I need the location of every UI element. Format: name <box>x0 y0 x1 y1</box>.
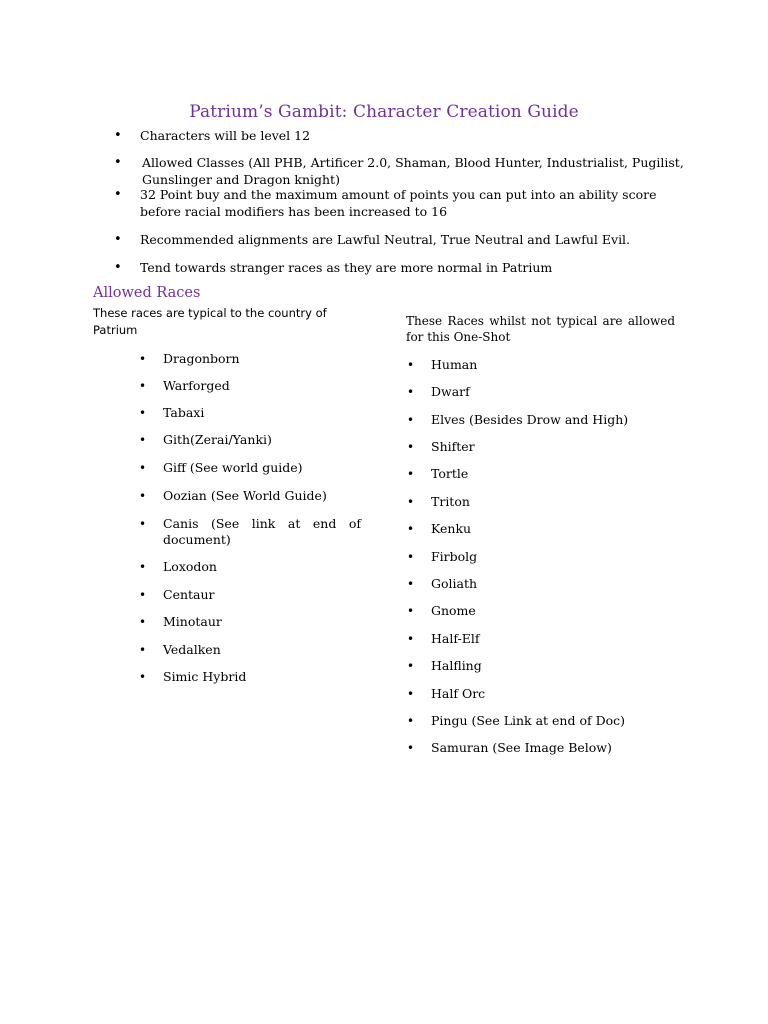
bullet-icon: • <box>139 615 147 629</box>
race-name: Triton <box>431 494 470 509</box>
bullet-icon: • <box>407 687 415 701</box>
rule-text: Characters will be level 12 <box>140 128 311 143</box>
bullet-icon: • <box>139 588 147 602</box>
bullet-icon: • <box>139 406 147 420</box>
race-name: Loxodon <box>163 559 217 574</box>
race-name: Firbolg <box>431 549 478 564</box>
race-name: Vedalken <box>163 642 221 657</box>
bullet-icon: • <box>407 577 415 591</box>
race-name: Kenku <box>431 521 472 536</box>
rule-text: Tend towards stranger races as they are more normal in Patrium <box>140 260 553 275</box>
race-name: Pingu (See Link at end of Doc) <box>431 713 626 728</box>
race-name: Simic Hybrid <box>163 669 247 684</box>
bullet-icon: • <box>139 670 147 684</box>
race-name: Half-Elf <box>431 631 480 646</box>
allowed-races-heading: Allowed Races <box>93 285 201 301</box>
bullet-icon: • <box>407 385 415 399</box>
bullet-icon: • <box>114 187 122 202</box>
rule-text: 32 Point buy and the maximum amount of points you can put into an ability score before racial modifiers has been increased to 16 <box>140 187 657 219</box>
bullet-icon: • <box>407 358 415 372</box>
page-title: Patrium’s Gambit: Character Creation Guide <box>189 102 579 122</box>
race-name: Half Orc <box>431 686 486 701</box>
race-name: Samuran (See Image Below) <box>431 740 612 755</box>
bullet-icon: • <box>407 714 415 728</box>
race-name: Centaur <box>163 587 215 602</box>
bullet-icon: • <box>407 413 415 427</box>
rule-text: Allowed Classes (All PHB, Artificer 2.0, Shaman, Blood Hunter, Industrialist, Pugilist, Gunslinger and Dragon knight) <box>142 155 684 187</box>
race-name: Giff (See world guide) <box>163 460 303 475</box>
race-name: Human <box>431 357 478 372</box>
bullet-icon: • <box>139 517 147 531</box>
bullet-icon: • <box>407 550 415 564</box>
bullet-icon: • <box>114 232 122 247</box>
race-name: Dwarf <box>431 384 470 399</box>
race-name: Gith(Zerai/Yanki) <box>163 432 272 447</box>
race-name: Warforged <box>163 378 230 393</box>
bullet-icon: • <box>407 741 415 755</box>
bullet-icon: • <box>407 632 415 646</box>
race-name: Canis (See link at end of document) <box>163 516 361 547</box>
race-name: Shifter <box>431 439 475 454</box>
race-name: Tabaxi <box>163 405 205 420</box>
race-name: Oozian (See World Guide) <box>163 488 327 503</box>
race-name: Halfling <box>431 658 482 673</box>
bullet-icon: • <box>407 604 415 618</box>
bullet-icon: • <box>139 433 147 447</box>
race-name: Gnome <box>431 603 476 618</box>
bullet-icon: • <box>139 461 147 475</box>
bullet-icon: • <box>139 379 147 393</box>
atypical-races-intro: These Races whilst not typical are allowed for this One-Shot <box>406 314 675 344</box>
bullet-icon: • <box>139 489 147 503</box>
rule-text: Recommended alignments are Lawful Neutral, True Neutral and Lawful Evil. <box>140 232 631 247</box>
race-name: Elves (Besides Drow and High) <box>431 412 629 427</box>
typical-races-intro: These races are typical to the country of Patrium <box>93 306 327 337</box>
race-name: Tortle <box>431 466 469 481</box>
bullet-icon: • <box>407 467 415 481</box>
bullet-icon: • <box>139 352 147 366</box>
bullet-icon: • <box>407 440 415 454</box>
race-name: Goliath <box>431 576 478 591</box>
bullet-icon: • <box>114 155 122 170</box>
bullet-icon: • <box>407 495 415 509</box>
bullet-icon: • <box>114 128 122 143</box>
bullet-icon: • <box>407 659 415 673</box>
race-name: Minotaur <box>163 614 222 629</box>
bullet-icon: • <box>407 522 415 536</box>
race-name: Dragonborn <box>163 351 240 366</box>
bullet-icon: • <box>114 260 122 275</box>
bullet-icon: • <box>139 560 147 574</box>
bullet-icon: • <box>139 643 147 657</box>
